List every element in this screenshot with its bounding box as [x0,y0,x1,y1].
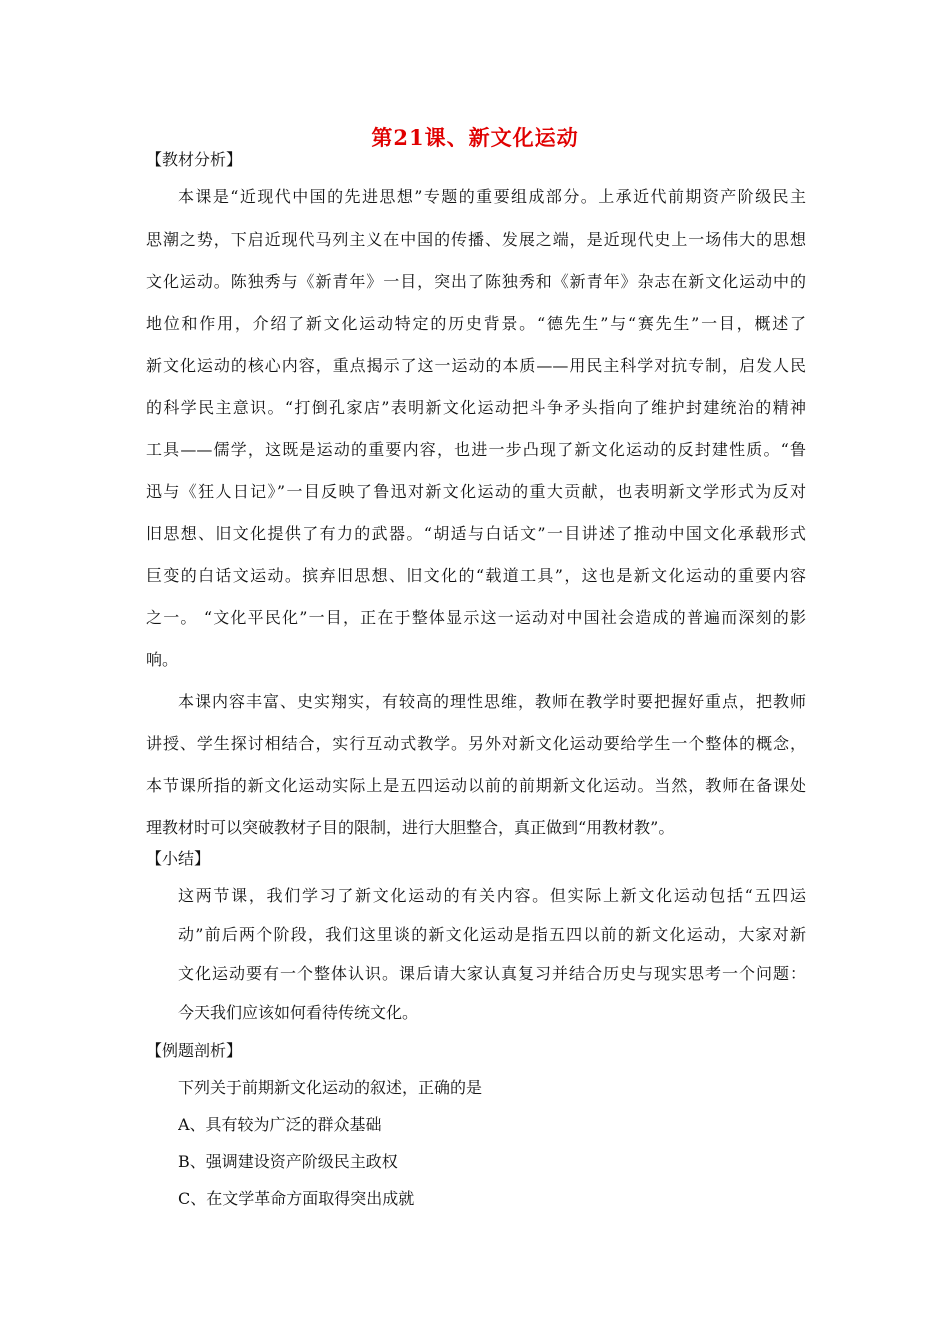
section-heading-summary: 【小结】 [146,849,211,868]
example-question: 下列关于前期新文化运动的叙述，正确的是 [178,1078,483,1097]
analysis-line: 的科学民主意识。“打倒孔家店”表明新文化运动把斗争矛头指向了维护封建统治的精神 [146,398,806,417]
analysis-line: 工具——儒学，这既是运动的重要内容，也进一步凸现了新文化运动的反封建性质。“鲁 [146,440,806,459]
analysis-line: 巨变的白话文运动。摈弃旧思想、旧文化的“载道工具”，这也是新文化运动的重要内容 [146,566,806,585]
summary-line: 今天我们应该如何看待传统文化。 [178,1003,419,1022]
analysis-line: 响。 [146,650,179,669]
analysis-line: 本节课所指的新文化运动实际上是五四运动以前的前期新文化运动。当然，教师在备课处 [146,776,806,795]
analysis-line: 新文化运动的核心内容，重点揭示了这一运动的本质——用民主科学对抗专制，启发人民 [146,356,806,375]
section-heading-example: 【例题剖析】 [146,1041,243,1060]
analysis-line: 旧思想、旧文化提供了有力的武器。“胡适与白话文”一目讲述了推动中国文化承载形式 [146,524,806,543]
analysis-line: 理教材时可以突破教材子目的限制，进行大胆整合，真正做到“用教材教”。 [146,818,675,837]
analysis-line: 本课内容丰富、史实翔实，有较高的理性思维，教师在教学时要把握好重点，把教师 [178,692,806,711]
analysis-line: 讲授、学生探讨相结合，实行互动式教学。另外对新文化运动要给学生一个整体的概念， [146,734,806,753]
summary-line: 文化运动要有一个整体认识。课后请大家认真复习并结合历史与现实思考一个问题： [178,964,806,983]
analysis-line: 迅与《狂人日记》”一目反映了鲁迅对新文化运动的重大贡献，也表明新文学形式为反对 [146,482,806,501]
example-option: B、强调建设资产阶级民主政权 [178,1152,398,1171]
summary-line: 动”前后两个阶段，我们这里谈的新文化运动是指五四以前的新文化运动，大家对新 [178,925,806,944]
analysis-line: 本课是“近现代中国的先进思想”专题的重要组成部分。上承近代前期资产阶级民主 [178,187,806,206]
analysis-line: 地位和作用，介绍了新文化运动特定的历史背景。“德先生”与“赛先生”一目，概述了 [146,314,806,333]
summary-line: 这两节课，我们学习了新文化运动的有关内容。但实际上新文化运动包括“五四运 [178,886,806,905]
document-title: 第21课、新文化运动 [371,125,579,150]
section-heading-analysis: 【教材分析】 [146,150,243,169]
analysis-line: 文化运动。陈独秀与《新青年》一目，突出了陈独秀和《新青年》杂志在新文化运动中的 [146,272,806,291]
example-option: C、在文学革命方面取得突出成就 [178,1189,415,1208]
analysis-line: 思潮之势，下启近现代马列主义在中国的传播、发展之端，是近现代史上一场伟大的思想 [146,230,806,249]
analysis-line: 之一。 “文化平民化”一目，正在于整体显示这一运动对中国社会造成的普遍而深刻的影 [146,608,806,627]
example-option: A、具有较为广泛的群众基础 [178,1115,382,1134]
